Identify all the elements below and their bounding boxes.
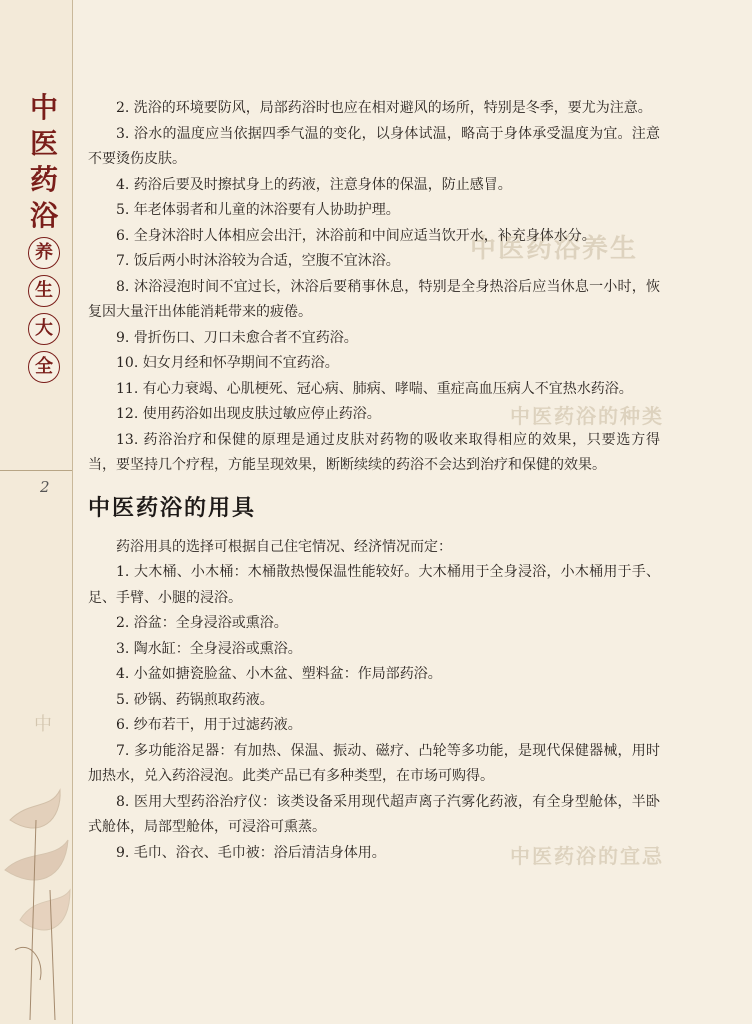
- book-title-char: 药: [29, 163, 58, 196]
- paragraph: 2. 浴盆：全身浸浴或熏浴。: [116, 615, 288, 631]
- paragraph: 3. 陶水缸：全身浸浴或熏浴。: [116, 640, 302, 657]
- ghost-heading: 中医药浴的种类: [510, 404, 664, 428]
- paragraph: 9. 毛巾、浴衣、毛巾被：浴后清洁身体用。: [116, 844, 386, 861]
- paragraph: 药浴用具的选择可根据自己住宅情况、经济情况而定：: [116, 538, 452, 555]
- paragraph: 7. 饭后两小时沐浴较为合适，空腹不宜沐浴。: [116, 253, 400, 269]
- paragraph: 11. 有心力衰竭、心肌梗死、冠心病、肺病、哮喘、重症高血压病人不宜热水药浴。: [116, 380, 633, 397]
- sidebar-divider: [0, 470, 72, 471]
- section-heading: 中医药浴的用具: [88, 494, 257, 521]
- paragraph: 4. 药浴后要及时擦拭身上的药液，注意身体的保温，防止感冒。: [116, 176, 512, 193]
- paragraph: 1. 大木桶、小木桶：木桶散热慢保温性能较好。大木桶用于全身浸浴，小木桶用于手、足、手臂、小腿的浸浴。: [88, 564, 660, 606]
- book-title-circled-char: 生: [28, 275, 60, 307]
- paragraph: 2. 洗浴的环境要防风，局部药浴时也应在相对避风的场所，特别是冬季，要尤为注意。: [116, 100, 652, 116]
- book-title-char: 浴: [29, 199, 58, 232]
- paragraph: 8. 沐浴浸泡时间不宜过长，沐浴后要稍事休息，特别是全身热浴后应当休息一小时，恢复因大量汗出体能消耗带来的疲倦。: [88, 278, 660, 320]
- watermark-char: 中: [34, 714, 52, 735]
- book-title-circled-char: 养: [28, 237, 60, 269]
- paragraph: 6. 全身沐浴时人体相应会出汗，沐浴前和中间应适当饮开水，补充身体水分。: [116, 227, 596, 244]
- book-title-vertical: [26, 90, 62, 386]
- ghost-heading: 中医药浴养生: [470, 234, 639, 264]
- paragraph: 9. 骨折伤口、刀口未愈合者不宜药浴。: [116, 329, 358, 346]
- paragraph: 4. 小盆如搪瓷脸盆、小木盆、塑料盆：作局部药浴。: [116, 666, 442, 682]
- lotus-illustration: [0, 690, 72, 1024]
- paragraph: 5. 年老体弱者和儿童的沐浴要有人协助护理。: [116, 202, 400, 218]
- paragraph: 13. 药浴治疗和保健的原理是通过皮肤对药物的吸收来取得相应的效果，只要选方得当，要坚持几个疗程，方能呈现效果，断断续续的药浴不会达到治疗和保健的效果。: [88, 431, 660, 473]
- paragraph: 12. 使用药浴如出现皮肤过敏应停止药浴。: [116, 406, 381, 422]
- book-title-circled-char: 大: [28, 313, 60, 345]
- book-title-char: 医: [29, 127, 58, 160]
- book-title-circled-char: 全: [28, 351, 60, 383]
- ghost-heading: 中医药浴的宜忌: [510, 844, 664, 868]
- paragraph: 6. 纱布若干，用于过滤药液。: [116, 717, 302, 733]
- book-title-char: 中: [29, 91, 58, 124]
- paragraph: 8. 医用大型药浴治疗仪：该类设备采用现代超声离子汽雾化药液，有全身型舱体，半卧式舱体，局部型舱体，可浸浴可熏蒸。: [88, 793, 660, 835]
- page-number: 2: [40, 478, 50, 496]
- main-content: [88, 96, 660, 866]
- sidebar: [0, 0, 73, 1024]
- paragraph: 7. 多功能浴足器：有加热、保温、振动、磁疗、凸轮等多功能，是现代保健器械，用时加热水，兑入药浴浸泡。此类产品已有多种类型，在市场可购得。: [88, 742, 660, 784]
- paragraph: 10. 妇女月经和怀孕期间不宜药浴。: [116, 355, 339, 371]
- paragraph: 3. 浴水的温度应当依据四季气温的变化，以身体试温，略高于身体承受温度为宜。注意不要烫伤皮肤。: [88, 125, 660, 167]
- paragraph: 5. 砂锅、药锅煎取药液。: [116, 691, 274, 708]
